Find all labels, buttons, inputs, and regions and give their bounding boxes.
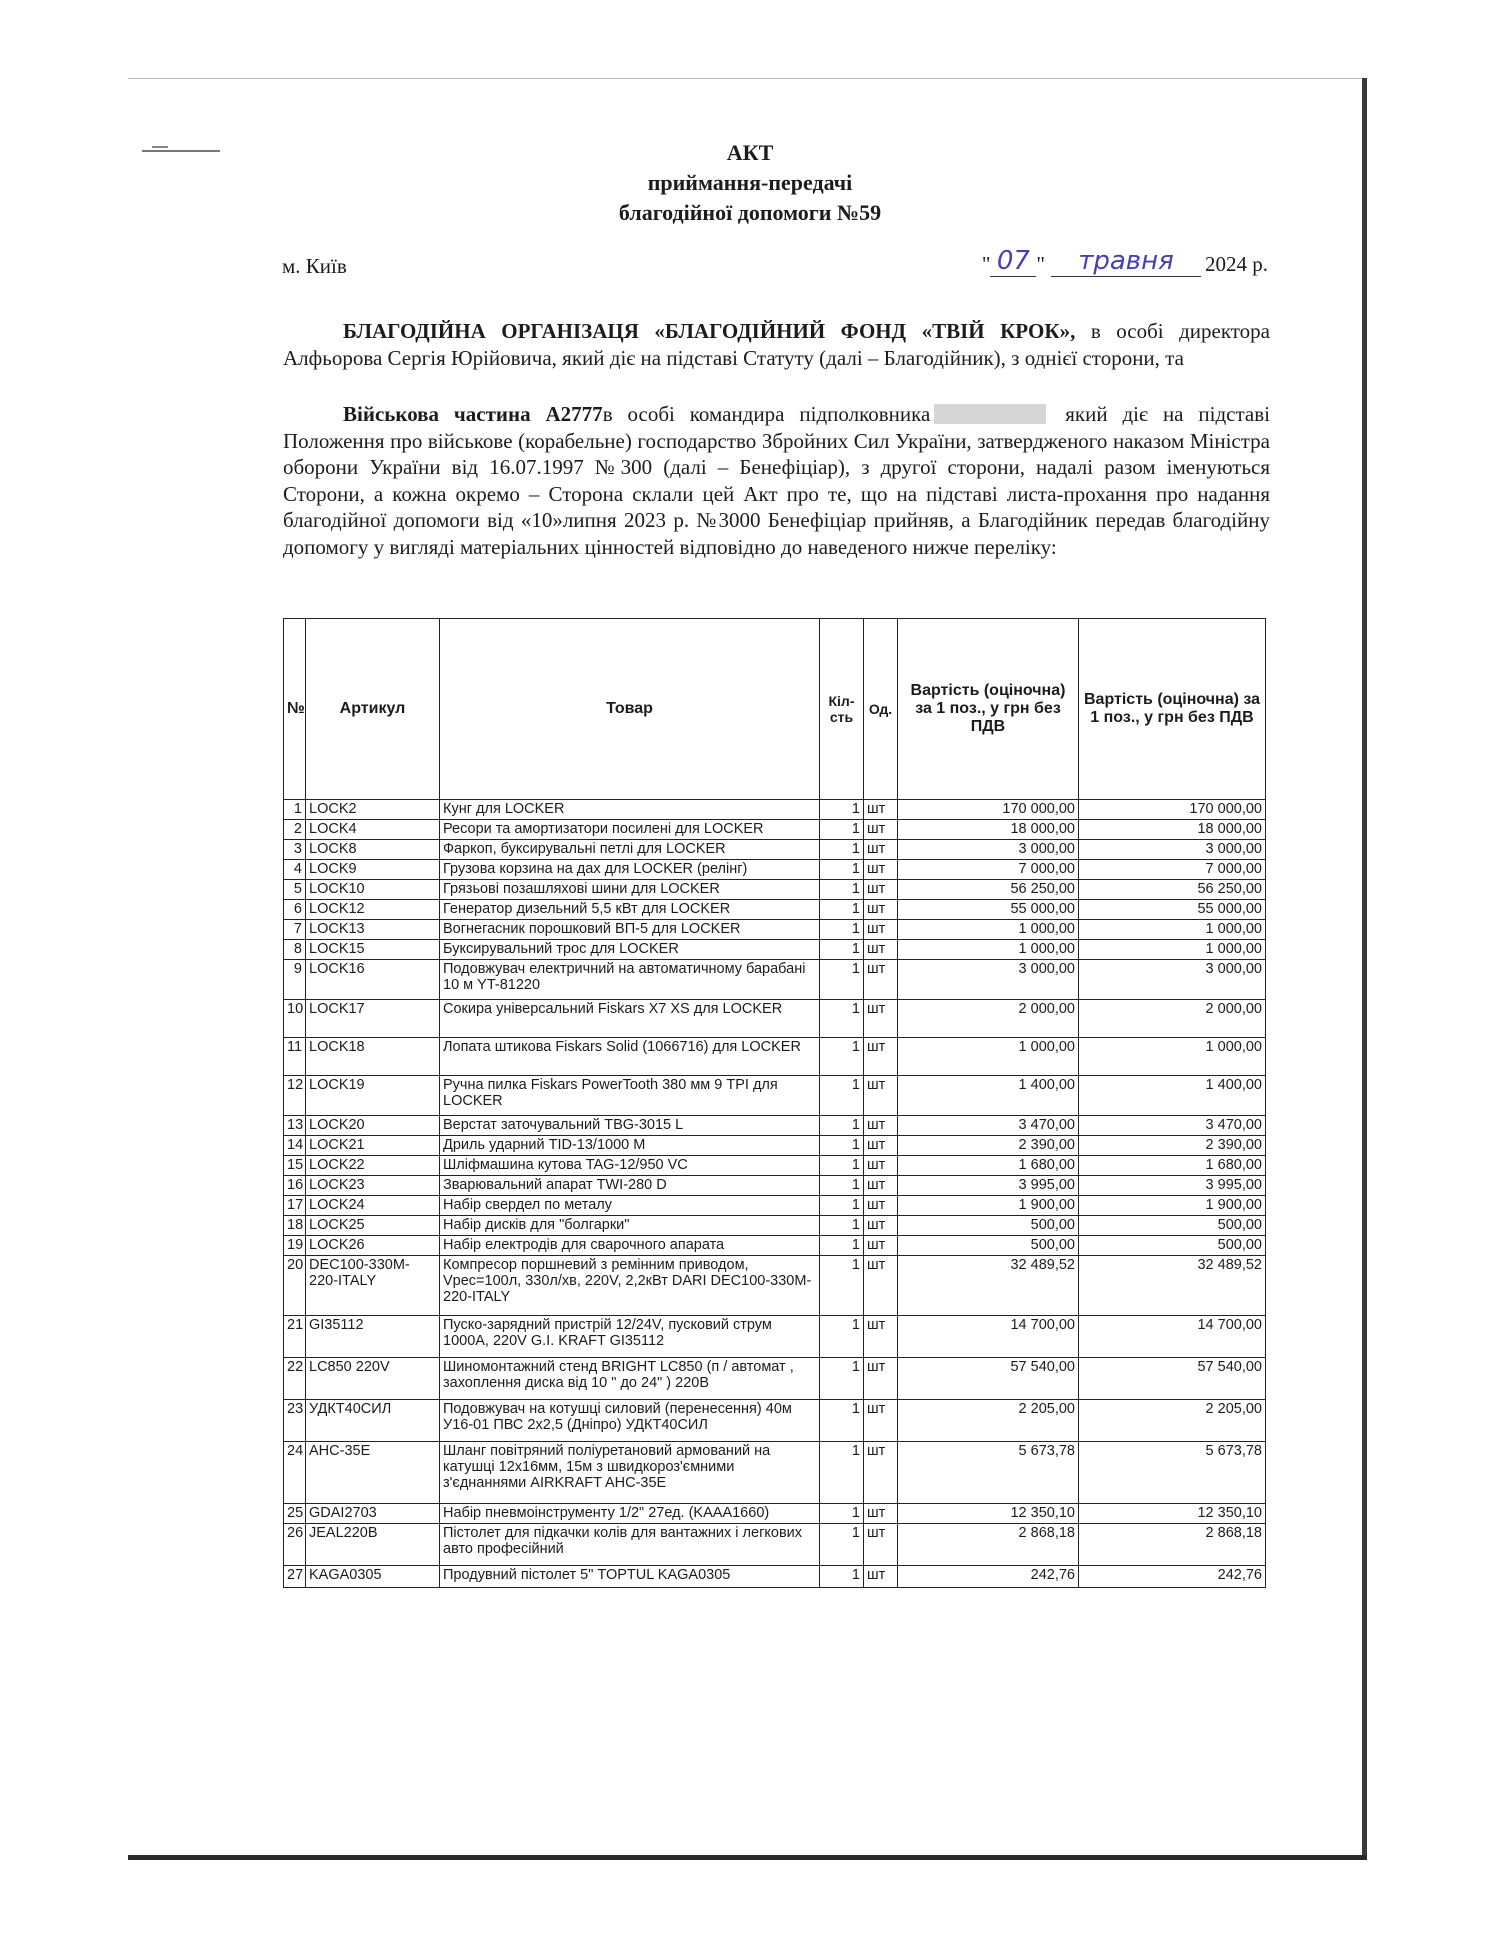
cell-total: 7 000,00 [1079,860,1266,880]
cell-qty: 1 [820,900,864,920]
table-row [284,920,1266,940]
cell-price: 55 000,00 [898,900,1079,920]
cell-price: 2 390,00 [898,1136,1079,1156]
cell-article: LOCK8 [306,840,440,860]
cell-total: 500,00 [1079,1236,1266,1256]
cell-product: Ресори та амортизатори посилені для LOCKER [440,820,820,840]
table-row [284,1316,1266,1358]
table-row [284,960,1266,1000]
cell-product: Компресор поршневий з ремінним приводом, Vpec=100л, 330л/хв, 220V, 2,2кВт DARI DEC100-330M-220-ITALY [440,1256,820,1316]
cell-product: Буксирувальний трос для LOCKER [440,940,820,960]
cell-no: 9 [284,960,306,1000]
cell-qty: 1 [820,1524,864,1566]
cell-no: 27 [284,1566,306,1588]
cell-product: Сокира універсальний Fiskars X7 XS для LOCKER [440,1000,820,1038]
cell-no: 11 [284,1038,306,1076]
table-row [284,1136,1266,1156]
cell-no: 10 [284,1000,306,1038]
cell-article: LOCK25 [306,1216,440,1236]
cell-product: Набір пневмоінструменту 1/2" 27ед. (KAAA1660) [440,1504,820,1524]
cell-qty: 1 [820,1358,864,1400]
cell-total: 242,76 [1079,1566,1266,1588]
cell-qty: 1 [820,1256,864,1316]
cell-unit: шт [864,1566,898,1588]
cell-no: 22 [284,1358,306,1400]
redacted-name [934,404,1046,424]
cell-no: 16 [284,1176,306,1196]
table-row [284,1176,1266,1196]
cell-product: Верстат заточувальний TBG-3015 L [440,1116,820,1136]
cell-unit: шт [864,800,898,820]
table-row [284,1000,1266,1038]
cell-article: LOCK22 [306,1156,440,1176]
cell-product: Дриль ударний TID-13/1000 M [440,1136,820,1156]
cell-unit: шт [864,1442,898,1504]
cell-total: 5 673,78 [1079,1442,1266,1504]
cell-article: JEAL220B [306,1524,440,1566]
cell-unit: шт [864,1136,898,1156]
document-title: АКТ [726,140,774,165]
col-header-total: Вартість (оціночна) за 1 поз., у грн без ПДВ [1079,619,1266,800]
donor-org-name: БЛАГОДІЙНА ОРГАНІЗАЦЯ «БЛАГОДІЙНИЙ ФОНД «ТВІЙ КРОК», [343,319,1076,343]
donor-text: в особі директора Алфьорова Сергія Юрійовича, який діє на підставі Статуту (далі – Благодійник), з однієї сторони, та [283,319,1270,370]
cell-product: Вогнегасник порошковий ВП-5 для LOCKER [440,920,820,940]
cell-unit: шт [864,920,898,940]
cell-no: 15 [284,1156,306,1176]
cell-product: Подовжувач на котушці силовий (перенесення) 40м У16-01 ПВС 2х2,5 (Дніпро) УДКТ40СИЛ [440,1400,820,1442]
cell-price: 3 000,00 [898,840,1079,860]
cell-unit: шт [864,1400,898,1442]
cell-article: LOCK4 [306,820,440,840]
table-row [284,860,1266,880]
cell-total: 1 000,00 [1079,940,1266,960]
table-row [284,840,1266,860]
cell-total: 500,00 [1079,1216,1266,1236]
cell-unit: шт [864,1196,898,1216]
cell-no: 14 [284,1136,306,1156]
cell-product: Кунг для LOCKER [440,800,820,820]
cell-price: 242,76 [898,1566,1079,1588]
col-header-qty: Кіл-сть [820,619,864,800]
cell-article: KAGA0305 [306,1566,440,1588]
cell-qty: 1 [820,840,864,860]
cell-price: 32 489,52 [898,1256,1079,1316]
table-body [284,800,1266,1588]
cell-product: Зварювальний апарат TWI-280 D [440,1176,820,1196]
beneficiary-text-before: в особі командира підполковника [602,402,931,426]
cell-product: Набір свердел по металу [440,1196,820,1216]
cell-article: УДКТ40СИЛ [306,1400,440,1442]
table-header-row [284,619,1266,800]
cell-total: 32 489,52 [1079,1256,1266,1316]
cell-no: 2 [284,820,306,840]
cell-price: 12 350,10 [898,1504,1079,1524]
cell-article: LOCK24 [306,1196,440,1216]
cell-price: 1 680,00 [898,1156,1079,1176]
cell-price: 3 470,00 [898,1116,1079,1136]
cell-unit: шт [864,1358,898,1400]
cell-total: 2 868,18 [1079,1524,1266,1566]
cell-price: 14 700,00 [898,1316,1079,1358]
cell-unit: шт [864,1216,898,1236]
cell-product: Продувний пістолет 5" TOPTUL KAGA0305 [440,1566,820,1588]
cell-price: 7 000,00 [898,860,1079,880]
cell-no: 20 [284,1256,306,1316]
cell-product: Шланг повітряний поліуретановий армований на катушці 12х16мм, 15м з швидкороз'ємними з'єднаннями AIRKRAFT AHC-35E [440,1442,820,1504]
military-unit: Військова частина А2777 [343,402,603,426]
cell-qty: 1 [820,820,864,840]
cell-unit: шт [864,1256,898,1316]
table-row [284,1116,1266,1136]
cell-article: LOCK26 [306,1236,440,1256]
cell-total: 55 000,00 [1079,900,1266,920]
table-row [284,1196,1266,1216]
cell-no: 25 [284,1504,306,1524]
cell-article: LOCK2 [306,800,440,820]
cell-article: LOCK21 [306,1136,440,1156]
cell-unit: шт [864,880,898,900]
cell-qty: 1 [820,800,864,820]
cell-article: LOCK17 [306,1000,440,1038]
cell-no: 17 [284,1196,306,1216]
cell-price: 2 868,18 [898,1524,1079,1566]
table-row [284,1442,1266,1504]
cell-total: 1 680,00 [1079,1156,1266,1176]
cell-total: 57 540,00 [1079,1358,1266,1400]
cell-price: 18 000,00 [898,820,1079,840]
cell-qty: 1 [820,1566,864,1588]
cell-price: 1 400,00 [898,1076,1079,1116]
cell-no: 24 [284,1442,306,1504]
cell-article: LOCK12 [306,900,440,920]
cell-product: Генератор дизельний 5,5 кВт для LOCKER [440,900,820,920]
table-row [284,880,1266,900]
document-subtitle-number: благодійної допомоги №59 [618,200,882,225]
cell-no: 13 [284,1116,306,1136]
cell-unit: шт [864,1316,898,1358]
cell-qty: 1 [820,1076,864,1116]
cell-product: Набір електродів для сварочного апарата [440,1236,820,1256]
cell-total: 1 000,00 [1079,1038,1266,1076]
year: 2024 р. [1205,252,1268,276]
table-row [284,1566,1266,1588]
cell-no: 12 [284,1076,306,1116]
cell-total: 1 900,00 [1079,1196,1266,1216]
table-row [284,820,1266,840]
col-header-product: Товар [440,619,820,800]
cell-product: Пістолет для підкачки колів для вантажних і легкових авто професійний [440,1524,820,1566]
cell-qty: 1 [820,920,864,940]
cell-article: LOCK18 [306,1038,440,1076]
cell-qty: 1 [820,880,864,900]
cell-unit: шт [864,840,898,860]
handwritten-day: 07 [990,246,1036,277]
cell-unit: шт [864,940,898,960]
cell-article: LOCK16 [306,960,440,1000]
cell-qty: 1 [820,1156,864,1176]
cell-article: GI35112 [306,1316,440,1358]
cell-no: 21 [284,1316,306,1358]
cell-total: 3 995,00 [1079,1176,1266,1196]
cell-total: 2 000,00 [1079,1000,1266,1038]
cell-price: 500,00 [898,1216,1079,1236]
cell-total: 170 000,00 [1079,800,1266,820]
cell-qty: 1 [820,1196,864,1216]
document-date [982,246,1268,277]
cell-total: 3 000,00 [1079,960,1266,1000]
cell-no: 4 [284,860,306,880]
cell-price: 1 000,00 [898,940,1079,960]
cell-price: 57 540,00 [898,1358,1079,1400]
cell-unit: шт [864,960,898,1000]
handwritten-month: травня [1051,246,1201,277]
cell-product: Набір дисків для "болгарки" [440,1216,820,1236]
table-row [284,1256,1266,1316]
table-row [284,1216,1266,1236]
table-row [284,1076,1266,1116]
quote-close: " [1036,252,1045,276]
cell-qty: 1 [820,940,864,960]
col-header-no: № [284,619,306,800]
cell-unit: шт [864,1504,898,1524]
cell-product: Шліфмашина кутова TAG-12/950 VC [440,1156,820,1176]
cell-price: 3 000,00 [898,960,1079,1000]
quote-open: " [981,252,991,276]
cell-price: 2 205,00 [898,1400,1079,1442]
cell-qty: 1 [820,1236,864,1256]
document-subtitle: приймання-передачі [647,170,853,195]
cell-unit: шт [864,1236,898,1256]
table-row [284,1524,1266,1566]
cell-price: 5 673,78 [898,1442,1079,1504]
cell-article: GDAI2703 [306,1504,440,1524]
cell-unit: шт [864,1176,898,1196]
col-header-unit: Од. [864,619,898,800]
cell-total: 2 205,00 [1079,1400,1266,1442]
cell-qty: 1 [820,1000,864,1038]
table-row [284,940,1266,960]
cell-total: 3 000,00 [1079,840,1266,860]
cell-article: LOCK13 [306,920,440,940]
cell-price: 1 900,00 [898,1196,1079,1216]
cell-unit: шт [864,860,898,880]
cell-qty: 1 [820,1504,864,1524]
cell-no: 18 [284,1216,306,1236]
cell-article: LOCK19 [306,1076,440,1116]
beneficiary-text-after: який діє на підставі Положення про військове (корабельне) господарство Збройних Сил України, затвердженого наказом Міністра оборони України від 16.07.1997 №300 (далі – Бенефіціар), з другої сторони, надалі разом іменуються Сторони, а кожна окремо – Сторона склали цей Акт про те, що на підставі листа-прохання про надання благодійної допомоги від «10»липня 2023 р. №3000 Бенефіціар прийняв, а Благодійник передав благодійну допомогу у вигляді матеріальних цінностей відповідно до наведеного нижче переліку: [283,402,1270,559]
cell-product: Фаркоп, буксирувальні петлі для LOCKER [440,840,820,860]
cell-price: 3 995,00 [898,1176,1079,1196]
cell-qty: 1 [820,1442,864,1504]
cell-unit: шт [864,1524,898,1566]
table-row [284,1358,1266,1400]
cell-total: 12 350,10 [1079,1504,1266,1524]
cell-price: 2 000,00 [898,1000,1079,1038]
cell-unit: шт [864,1000,898,1038]
cell-article: LOCK23 [306,1176,440,1196]
cell-no: 7 [284,920,306,940]
cell-qty: 1 [820,1400,864,1442]
col-header-price: Вартість (оціночна) за 1 поз., у грн без ПДВ [898,619,1079,800]
city: м. Київ [282,254,347,278]
cell-qty: 1 [820,1316,864,1358]
cell-article: LOCK9 [306,860,440,880]
table-row [284,1504,1266,1524]
table-row [284,900,1266,920]
table-row [284,1400,1266,1442]
cell-price: 1 000,00 [898,1038,1079,1076]
cell-no: 23 [284,1400,306,1442]
cell-no: 6 [284,900,306,920]
cell-no: 19 [284,1236,306,1256]
cell-total: 14 700,00 [1079,1316,1266,1358]
table-row [284,1038,1266,1076]
paragraph-beneficiary [283,401,1270,560]
cell-no: 3 [284,840,306,860]
cell-total: 3 470,00 [1079,1116,1266,1136]
paragraph-donor [283,318,1270,371]
cell-product: Подовжувач електричний на автоматичному барабані 10 м YT-81220 [440,960,820,1000]
cell-price: 170 000,00 [898,800,1079,820]
cell-total: 1 000,00 [1079,920,1266,940]
cell-price: 500,00 [898,1236,1079,1256]
cell-article: AHC-35E [306,1442,440,1504]
items-table [283,618,1266,1588]
cell-article: LOCK15 [306,940,440,960]
cell-unit: шт [864,1038,898,1076]
cell-total: 1 400,00 [1079,1076,1266,1116]
cell-qty: 1 [820,1038,864,1076]
cell-price: 1 000,00 [898,920,1079,940]
cell-total: 2 390,00 [1079,1136,1266,1156]
cell-product: Ручна пилка Fiskars PowerTooth 380 мм 9 TPI для LOCKER [440,1076,820,1116]
cell-no: 5 [284,880,306,900]
cell-article: LOCK10 [306,880,440,900]
table-row [284,1156,1266,1176]
cell-article: DEC100-330M-220-ITALY [306,1256,440,1316]
cell-product: Шиномонтажний стенд BRIGHT LC850 (п / автомат , захоплення диска від 10 " до 24" ) 220В [440,1358,820,1400]
cell-qty: 1 [820,1116,864,1136]
cell-article: LC850 220V [306,1358,440,1400]
cell-unit: шт [864,1076,898,1116]
cell-product: Лопата штикова Fiskars Solid (1066716) для LOCKER [440,1038,820,1076]
cell-product: Грязьові позашляхові шини для LOCKER [440,880,820,900]
cell-total: 56 250,00 [1079,880,1266,900]
table-row [284,800,1266,820]
cell-product: Грузова корзина на дах для LOCKER (релінг) [440,860,820,880]
cell-no: 8 [284,940,306,960]
cell-unit: шт [864,1116,898,1136]
cell-qty: 1 [820,960,864,1000]
cell-qty: 1 [820,1136,864,1156]
cell-no: 1 [284,800,306,820]
cell-qty: 1 [820,1176,864,1196]
cell-product: Пуско-зарядний пристрій 12/24V, пусковий струм 1000A, 220V G.I. KRAFT GI35112 [440,1316,820,1358]
cell-unit: шт [864,900,898,920]
col-header-article: Артикул [306,619,440,800]
table-row [284,1236,1266,1256]
cell-total: 18 000,00 [1079,820,1266,840]
cell-qty: 1 [820,1216,864,1236]
cell-price: 56 250,00 [898,880,1079,900]
cell-unit: шт [864,820,898,840]
cell-article: LOCK20 [306,1116,440,1136]
cell-no: 26 [284,1524,306,1566]
cell-unit: шт [864,1156,898,1176]
cell-qty: 1 [820,860,864,880]
